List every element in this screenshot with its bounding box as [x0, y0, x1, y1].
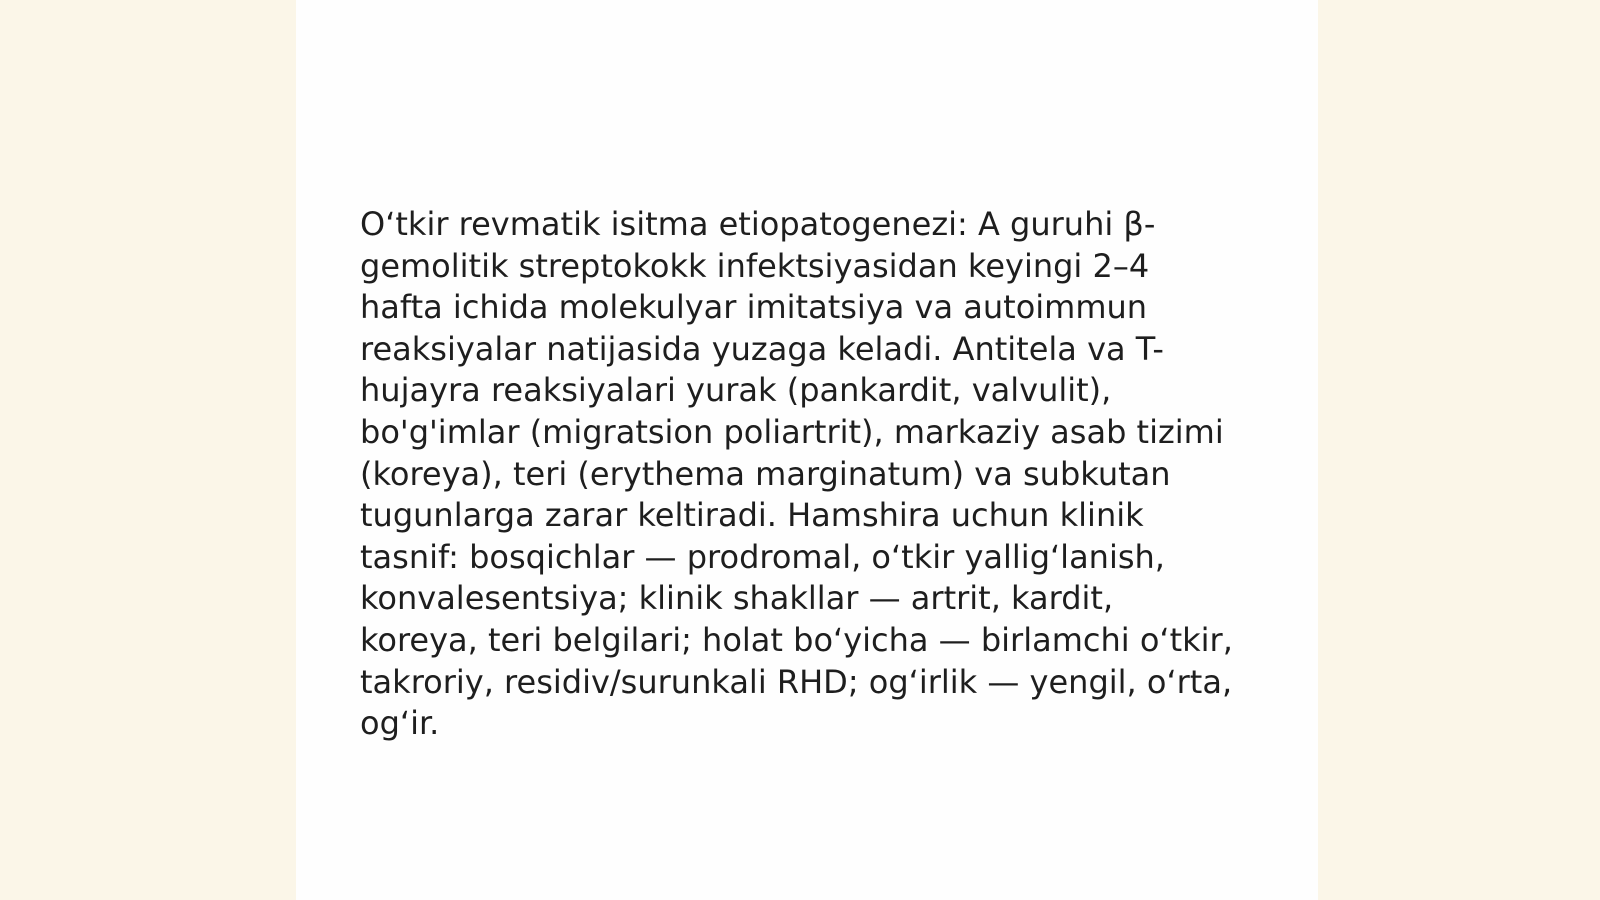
text-line: hujayra reaksiyalari yurak (pankardit, valvulit), — [360, 371, 1112, 410]
text-line: konvalesentsiya; klinik shakllar — artrit, kardit, — [360, 579, 1114, 618]
text-line: og‘ir. — [360, 704, 440, 743]
slide-body-text — [360, 204, 1240, 745]
left-margin — [0, 0, 296, 900]
right-margin — [1318, 0, 1600, 900]
text-line: hafta ichida molekulyar imitatsiya va autoimmun — [360, 288, 1148, 327]
text-line: takroriy, residiv/surunkali RHD; og‘irlik — yengil, o‘rta, — [360, 662, 1233, 701]
text-line: bo'g'imlar (migratsion poliartrit), markaziy asab tizimi — [360, 412, 1224, 451]
text-line: tasnif: bosqichlar — prodromal, o‘tkir yallig‘lanish, — [360, 537, 1165, 576]
text-line: (koreya), teri (erythema marginatum) va subkutan — [360, 454, 1171, 493]
text-line: reaksiyalar natijasida yuzaga keladi. Antitela va T- — [360, 329, 1164, 368]
text-line: O‘tkir revmatik isitma etiopatogenezi: A guruhi β- — [360, 205, 1156, 243]
text-line: koreya, teri belgilari; holat bo‘yicha — birlamchi o‘tkir, — [360, 620, 1233, 659]
text-line: gemolitik streptokokk infektsiyasidan keyingi 2–4 — [360, 246, 1150, 285]
slide-page — [296, 0, 1318, 900]
text-line: tugunlarga zarar keltiradi. Hamshira uchun klinik — [360, 496, 1144, 535]
